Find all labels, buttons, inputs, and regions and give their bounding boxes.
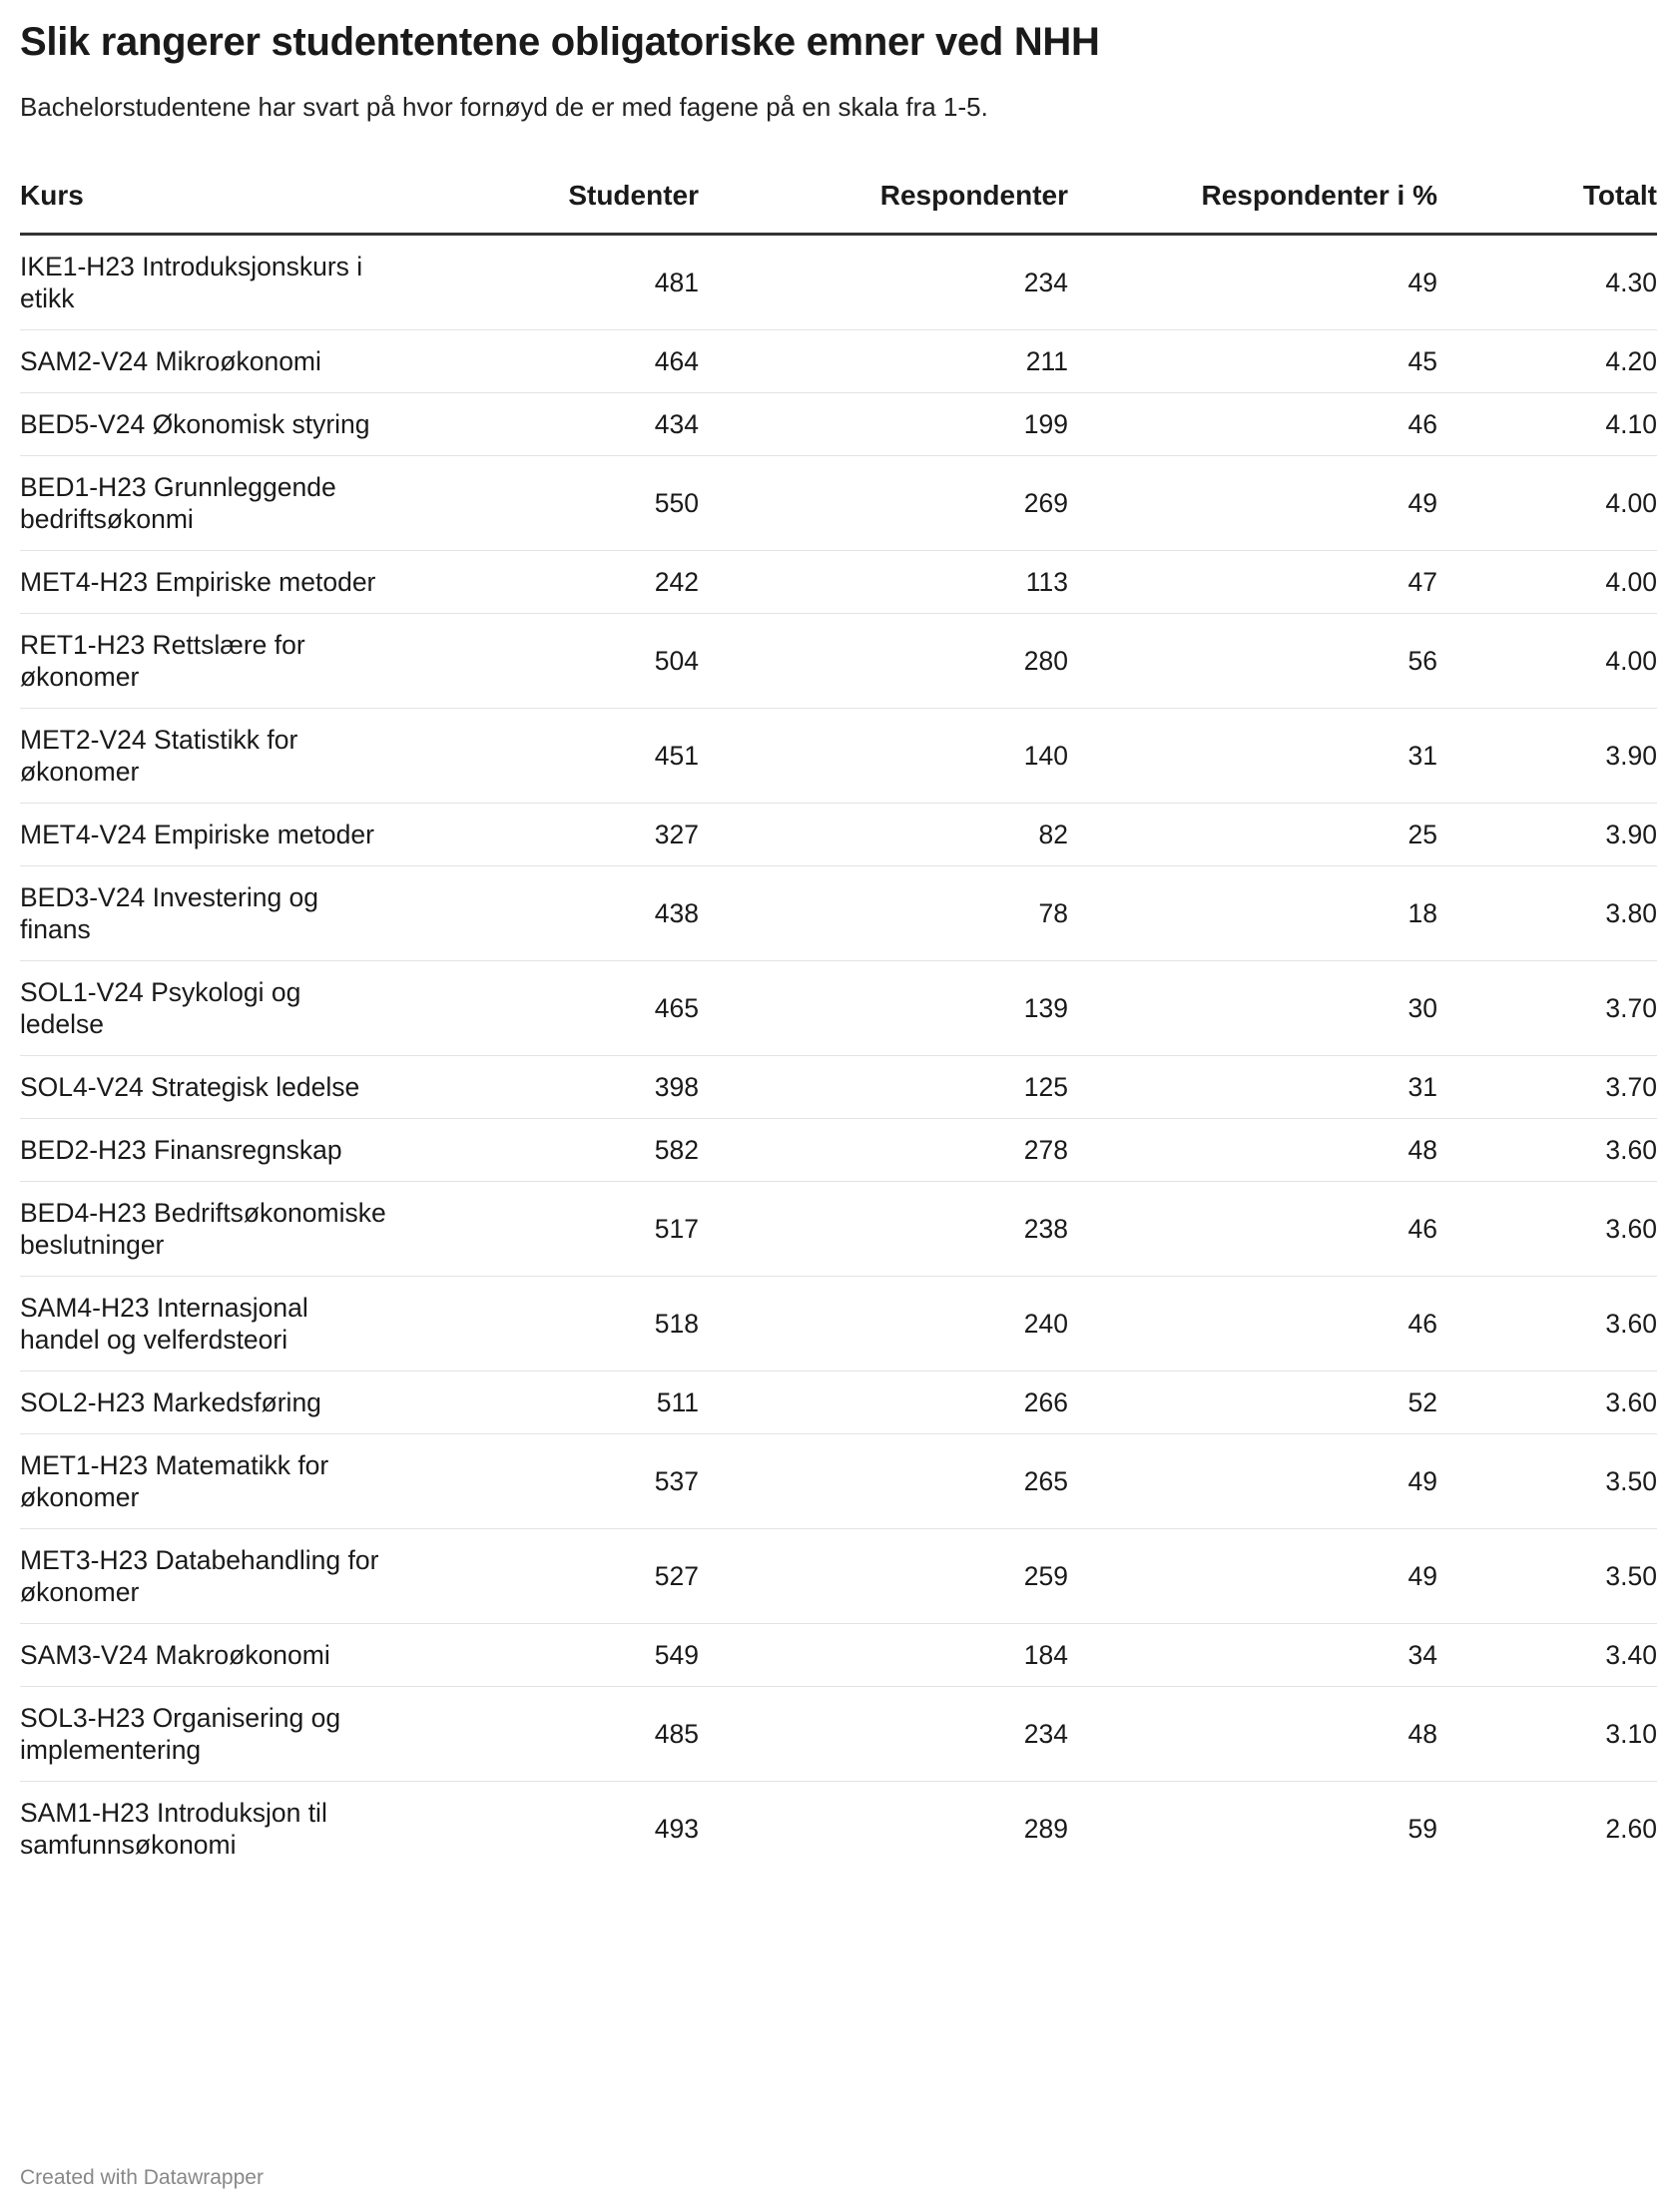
cell-totalt: 3.60 xyxy=(1437,1276,1657,1371)
cell-kurs: SOL1-V24 Psykologi og ledelse xyxy=(20,960,399,1055)
table-row xyxy=(20,1781,1657,1876)
cell-kurs: BED2-H23 Finansregnskap xyxy=(20,1118,399,1181)
cell-studenter: 537 xyxy=(399,1433,699,1528)
cell-totalt: 3.70 xyxy=(1437,960,1657,1055)
cell-totalt: 3.60 xyxy=(1437,1181,1657,1276)
cell-kurs: BED5-V24 Økonomisk styring xyxy=(20,392,399,455)
table-row xyxy=(20,613,1657,708)
cell-kurs: SOL3-H23 Organisering og implementering xyxy=(20,1686,399,1781)
cell-totalt: 3.50 xyxy=(1437,1528,1657,1623)
table-row xyxy=(20,708,1657,803)
cell-totalt: 3.60 xyxy=(1437,1118,1657,1181)
table-row xyxy=(20,234,1657,329)
table-row xyxy=(20,329,1657,392)
data-table xyxy=(20,160,1657,1876)
cell-studenter: 527 xyxy=(399,1528,699,1623)
cell-respondenter-pct: 18 xyxy=(1068,865,1437,960)
cell-totalt: 4.00 xyxy=(1437,455,1657,550)
cell-respondenter-pct: 46 xyxy=(1068,1276,1437,1371)
cell-studenter: 504 xyxy=(399,613,699,708)
table-row xyxy=(20,1528,1657,1623)
cell-respondenter-pct: 46 xyxy=(1068,392,1437,455)
cell-totalt: 3.90 xyxy=(1437,708,1657,803)
page-subtitle: Bachelorstudentene har svart på hvor fornøyd de er med fagene på en skala fra 1-5. xyxy=(20,92,988,122)
cell-kurs: SOL4-V24 Strategisk ledelse xyxy=(20,1055,399,1118)
cell-respondenter: 78 xyxy=(699,865,1068,960)
cell-kurs: SAM1-H23 Introduksjon til samfunnsøkonomi xyxy=(20,1797,327,1860)
cell-respondenter: 289 xyxy=(1023,1813,1068,1844)
cell-studenter: 485 xyxy=(399,1686,699,1781)
page-title: Slik rangerer studententene obligatoriske emner ved NHH xyxy=(20,20,1100,64)
cell-respondenter: 269 xyxy=(699,455,1068,550)
cell-totalt: 2.60 xyxy=(1605,1813,1657,1844)
cell-respondenter: 238 xyxy=(699,1181,1068,1276)
cell-respondenter: 234 xyxy=(699,234,1068,329)
cell-respondenter-pct: 46 xyxy=(1068,1181,1437,1276)
table-row xyxy=(20,865,1657,960)
column-header-respondenter-pct[interactable]: Respondenter i % xyxy=(1068,160,1437,234)
cell-totalt: 3.70 xyxy=(1437,1055,1657,1118)
cell-respondenter-pct: 34 xyxy=(1068,1623,1437,1686)
cell-respondenter-pct: 49 xyxy=(1068,1433,1437,1528)
column-header-totalt[interactable]: Totalt xyxy=(1437,160,1657,234)
cell-kurs: MET3-H23 Databehandling for økonomer xyxy=(20,1528,399,1623)
cell-kurs: MET4-V24 Empiriske metoder xyxy=(20,803,399,865)
cell-respondenter-pct: 30 xyxy=(1068,960,1437,1055)
cell-studenter: 493 xyxy=(654,1813,699,1844)
cell-studenter: 582 xyxy=(399,1118,699,1181)
cell-studenter: 550 xyxy=(399,455,699,550)
table-row xyxy=(20,803,1657,865)
cell-kurs: MET4-H23 Empiriske metoder xyxy=(20,550,399,613)
cell-studenter: 464 xyxy=(399,329,699,392)
cell-totalt: 3.40 xyxy=(1437,1623,1657,1686)
cell-totalt: 3.80 xyxy=(1437,865,1657,960)
footer-credit: Created with Datawrapper xyxy=(20,2166,264,2189)
cell-respondenter-pct: 47 xyxy=(1068,550,1437,613)
cell-respondenter-pct: 52 xyxy=(1068,1371,1437,1433)
cell-kurs: SAM3-V24 Makroøkonomi xyxy=(20,1623,399,1686)
cell-respondenter: 259 xyxy=(699,1528,1068,1623)
cell-totalt: 4.20 xyxy=(1437,329,1657,392)
table-row xyxy=(20,1181,1657,1276)
table-row xyxy=(20,1433,1657,1528)
table-row xyxy=(20,1623,1657,1686)
column-header-kurs[interactable]: Kurs xyxy=(20,160,399,234)
cell-kurs: IKE1-H23 Introduksjonskurs i etikk xyxy=(20,234,399,329)
table-row xyxy=(20,1686,1657,1781)
table-row xyxy=(20,455,1657,550)
cell-totalt: 3.90 xyxy=(1437,803,1657,865)
column-header-studenter[interactable]: Studenter xyxy=(399,160,699,234)
table-row xyxy=(20,550,1657,613)
cell-studenter: 518 xyxy=(399,1276,699,1371)
cell-respondenter: 234 xyxy=(699,1686,1068,1781)
cell-respondenter-pct: 59 xyxy=(1407,1813,1437,1844)
cell-kurs: MET1-H23 Matematikk for økonomer xyxy=(20,1433,399,1528)
cell-respondenter: 266 xyxy=(699,1371,1068,1433)
cell-respondenter: 140 xyxy=(699,708,1068,803)
table-row xyxy=(20,1276,1657,1371)
cell-totalt: 3.50 xyxy=(1437,1433,1657,1528)
cell-respondenter-pct: 56 xyxy=(1068,613,1437,708)
cell-respondenter: 278 xyxy=(699,1118,1068,1181)
table-row xyxy=(20,1055,1657,1118)
cell-totalt: 4.30 xyxy=(1437,234,1657,329)
cell-totalt: 4.10 xyxy=(1437,392,1657,455)
cell-respondenter-pct: 48 xyxy=(1068,1118,1437,1181)
cell-respondenter-pct: 49 xyxy=(1068,1528,1437,1623)
cell-totalt: 3.10 xyxy=(1437,1686,1657,1781)
cell-respondenter: 125 xyxy=(699,1055,1068,1118)
cell-totalt: 4.00 xyxy=(1437,613,1657,708)
cell-respondenter: 211 xyxy=(699,329,1068,392)
table-row xyxy=(20,1118,1657,1181)
cell-respondenter: 184 xyxy=(699,1623,1068,1686)
cell-kurs: SAM2-V24 Mikroøkonomi xyxy=(20,329,399,392)
cell-respondenter: 280 xyxy=(699,613,1068,708)
cell-respondenter-pct: 49 xyxy=(1068,234,1437,329)
cell-respondenter-pct: 31 xyxy=(1068,1055,1437,1118)
cell-respondenter: 113 xyxy=(699,550,1068,613)
cell-studenter: 481 xyxy=(399,234,699,329)
cell-studenter: 511 xyxy=(399,1371,699,1433)
cell-studenter: 549 xyxy=(399,1623,699,1686)
cell-studenter: 438 xyxy=(399,865,699,960)
cell-kurs: BED1-H23 Grunnleggende bedriftsøkonmi xyxy=(20,455,399,550)
table-row xyxy=(20,392,1657,455)
table-row xyxy=(20,960,1657,1055)
cell-kurs: MET2-V24 Statistikk for økonomer xyxy=(20,708,399,803)
cell-respondenter: 240 xyxy=(699,1276,1068,1371)
cell-studenter: 465 xyxy=(399,960,699,1055)
cell-kurs: SAM4-H23 Internasjonal handel og velferdsteori xyxy=(20,1276,399,1371)
cell-kurs: BED4-H23 Bedriftsøkonomiske beslutninger xyxy=(20,1181,399,1276)
cell-respondenter-pct: 49 xyxy=(1068,455,1437,550)
cell-totalt: 4.00 xyxy=(1437,550,1657,613)
cell-studenter: 327 xyxy=(399,803,699,865)
cell-respondenter-pct: 45 xyxy=(1068,329,1437,392)
cell-respondenter: 265 xyxy=(699,1433,1068,1528)
table-body xyxy=(20,234,1657,1876)
cell-respondenter: 139 xyxy=(699,960,1068,1055)
cell-kurs: RET1-H23 Rettslære for økonomer xyxy=(20,613,399,708)
cell-kurs: SOL2-H23 Markedsføring xyxy=(20,1371,399,1433)
cell-studenter: 242 xyxy=(399,550,699,613)
cell-respondenter-pct: 31 xyxy=(1068,708,1437,803)
cell-respondenter: 199 xyxy=(699,392,1068,455)
header-row xyxy=(20,160,1657,234)
column-header-respondenter[interactable]: Respondenter xyxy=(699,160,1068,234)
cell-respondenter: 82 xyxy=(699,803,1068,865)
table-header xyxy=(20,160,1657,234)
cell-totalt: 3.60 xyxy=(1437,1371,1657,1433)
cell-studenter: 451 xyxy=(399,708,699,803)
cell-respondenter-pct: 48 xyxy=(1068,1686,1437,1781)
cell-kurs: BED3-V24 Investering og finans xyxy=(20,865,399,960)
table-row xyxy=(20,1371,1657,1433)
cell-studenter: 434 xyxy=(399,392,699,455)
cell-respondenter-pct: 25 xyxy=(1068,803,1437,865)
cell-studenter: 517 xyxy=(399,1181,699,1276)
cell-studenter: 398 xyxy=(399,1055,699,1118)
